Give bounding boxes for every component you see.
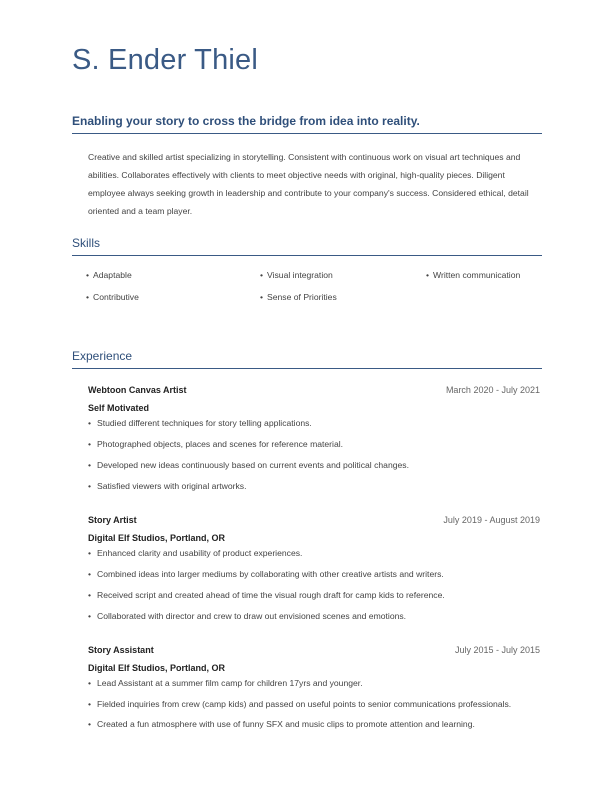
job-bullet: • Satisfied viewers with original artworks.	[88, 481, 540, 492]
job-title: Webtoon Canvas Artist	[88, 385, 187, 395]
job-title: Story Artist	[88, 515, 137, 525]
job-bullets	[88, 678, 540, 730]
job-company: Digital Elf Studios, Portland, OR	[88, 533, 226, 543]
job-bullet: • Collaborated with director and crew to draw out envisioned scenes and emotions.	[88, 611, 540, 622]
tagline-heading: Enabling your story to cross the bridge from idea into reality.	[72, 114, 542, 134]
job-title: Story Assistant	[88, 645, 154, 655]
job-bullet: • Created a fun atmosphere with use of funny SFX and music clips to promote attention and learning.	[88, 719, 540, 730]
job-bullet: • Received script and created ahead of time the visual rough draft for camp kids to reference.	[88, 590, 540, 601]
job-bullet: • Developed new ideas continuously based on current events and political changes.	[88, 460, 540, 471]
job-entry	[88, 382, 540, 502]
skill-item: • Adaptable	[86, 270, 260, 280]
job-bullet: • Lead Assistant at a summer film camp for children 17yrs and younger.	[88, 678, 540, 689]
skill-item: • Sense of Priorities	[260, 292, 426, 302]
job-dates: July 2015 - July 2015	[454, 645, 540, 655]
job-bullets	[88, 548, 540, 622]
skill-item: • Contributive	[86, 292, 260, 302]
skill-item: • Written communication	[426, 270, 546, 280]
job-bullet: • Photographed objects, places and scenes for reference material.	[88, 439, 540, 450]
job-bullet: • Combined ideas into larger mediums by collaborating with other creative artists and writers.	[88, 569, 540, 580]
job-title-row	[88, 382, 540, 399]
job-company: Digital Elf Studios, Portland, OR	[88, 663, 226, 673]
job-company: Self Motivated	[88, 403, 150, 413]
resume-name: S. Ender Thiel	[72, 44, 259, 76]
skill-item: • Visual integration	[260, 270, 426, 280]
skills-heading: Skills	[72, 236, 542, 256]
skills-list	[86, 270, 546, 302]
job-bullet: • Enhanced clarity and usability of product experiences.	[88, 548, 540, 559]
job-title-row	[88, 642, 540, 659]
job-title-row	[88, 512, 540, 529]
job-bullets	[88, 418, 540, 492]
experience-heading: Experience	[72, 349, 542, 369]
job-dates: March 2020 - July 2021	[445, 385, 540, 395]
summary-text: Creative and skilled artist specializing in storytelling. Consistent with continuous work on visual art techniques and abilities. Collaborates effectively with clients to meet objective needs with original, high-quality pieces. Diligent employee always seeking growth in leadership and contribute to your company's success. Considered ethical, detail oriented and a team player.	[88, 152, 529, 216]
job-entry	[88, 512, 540, 632]
job-bullet: • Studied different techniques for story telling applications.	[88, 418, 540, 429]
job-entry	[88, 642, 540, 740]
job-dates: July 2019 - August 2019	[443, 515, 540, 525]
job-bullet: • Fielded inquiries from crew (camp kids) and passed on useful points to senior communications professionals.	[88, 696, 540, 713]
